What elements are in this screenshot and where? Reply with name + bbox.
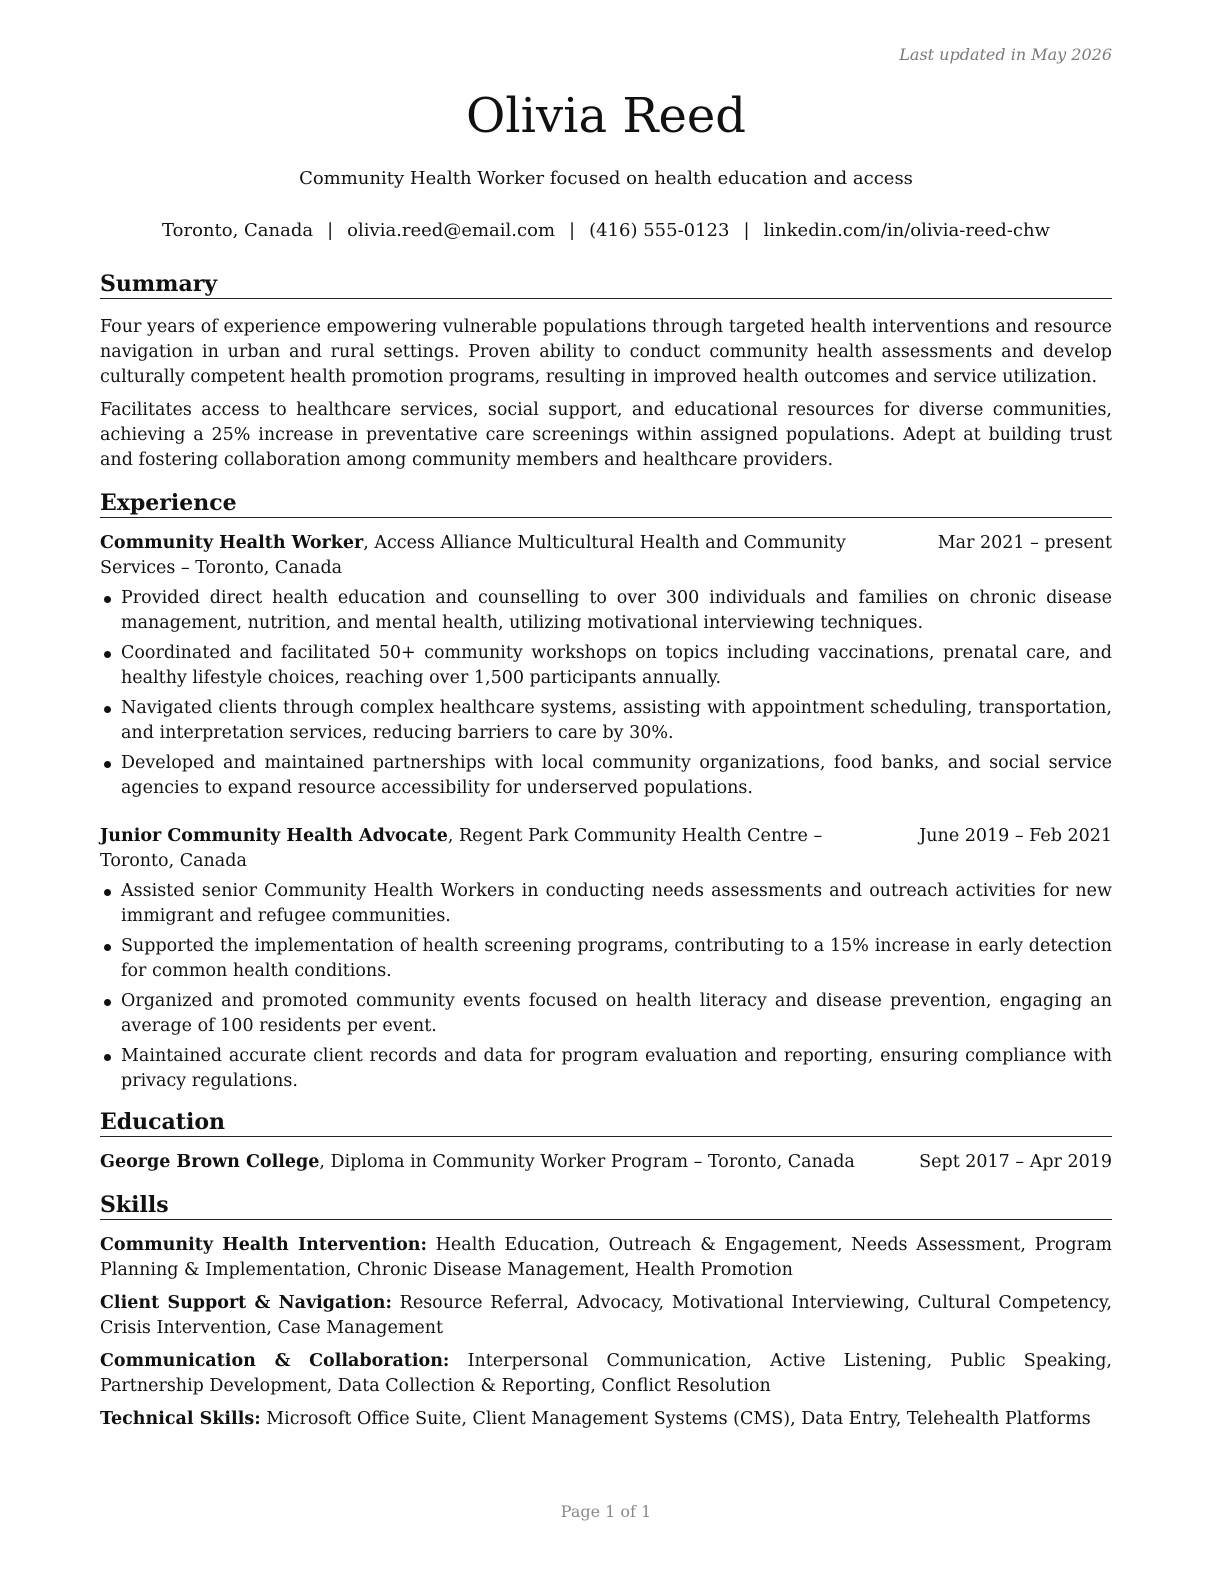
- page-number: Page 1 of 1: [560, 1502, 652, 1521]
- skill-label: Client Support & Navigation:: [100, 1293, 392, 1313]
- skill-group: [100, 1233, 1112, 1283]
- bullet-text: Organized and promoted community events focused on health literacy and disease prevention, engaging an average of 100 residents per event.: [121, 991, 1112, 1036]
- list-item: [100, 934, 1112, 984]
- job-organization: , Regent Park Community Health Centre – Toronto, Canada: [100, 826, 823, 871]
- job-title: Junior Community Health Advocate: [100, 826, 448, 846]
- job-bullets: [100, 586, 1112, 801]
- bullet-text: Assisted senior Community Health Workers in conducting needs assessments and outreach activities for new immigrant and refugee communities.: [121, 881, 1112, 926]
- education-heading: Education: [100, 1108, 1112, 1137]
- education-detail: , Diploma in Community Worker Program – Toronto, Canada: [319, 1152, 855, 1172]
- bullet-text: Developed and maintained partnerships with local community organizations, food banks, and social service agencies to expand resource accessibility for underserved populations.: [121, 753, 1112, 798]
- summary-paragraph: Four years of experience empowering vulnerable populations through targeted health interventions and resource navigation in urban and rural settings. Proven ability to conduct community health assessments and develop culturally competent health promotion programs, resulting in improved health outcomes and service utilization.: [100, 317, 1112, 387]
- list-item: [100, 1044, 1112, 1094]
- contact-separator: |: [327, 220, 334, 241]
- job-header: [100, 824, 1112, 874]
- skill-text: Interpersonal Communication, Active Listening, Public Speaking, Partnership Development, Data Collection & Reporting, Conflict Resolution: [100, 1351, 1112, 1396]
- last-updated: Last updated in May 2026: [899, 45, 1112, 64]
- job-entry: [100, 531, 1112, 801]
- bullet-icon: [104, 889, 111, 896]
- contact-email[interactable]: olivia.reed@email.com: [347, 220, 556, 241]
- skill-text: Resource Referral, Advocacy, Motivational Interviewing, Cultural Competency, Crisis Intervention, Case Management: [100, 1293, 1112, 1338]
- contact-phone[interactable]: (416) 555-0123: [589, 220, 730, 241]
- job-dates: Mar 2021 – present: [937, 533, 1112, 553]
- bullet-icon: [104, 651, 111, 658]
- skills-heading: Skills: [100, 1191, 1112, 1220]
- contact-line: [100, 219, 1112, 243]
- job-entry: [100, 824, 1112, 1094]
- contact-separator: |: [743, 220, 750, 241]
- skill-label: Communication & Collaboration:: [100, 1351, 450, 1371]
- contact-linkedin[interactable]: linkedin.com/in/olivia-reed-chw: [763, 220, 1050, 241]
- skill-group: [100, 1349, 1112, 1399]
- bullet-icon: [104, 1054, 111, 1061]
- bullet-text: Coordinated and facilitated 50+ community workshops on topics including vaccinations, prenatal care, and healthy lifestyle choices, reaching over 1,500 participants annually.: [121, 643, 1112, 688]
- bullet-icon: [104, 944, 111, 951]
- resume-content: [100, 270, 1112, 1432]
- job-dates: June 2019 – Feb 2021: [919, 826, 1112, 846]
- list-item: [100, 641, 1112, 691]
- list-item: [100, 696, 1112, 746]
- contact-separator: |: [569, 220, 576, 241]
- bullet-icon: [104, 761, 111, 768]
- bullet-icon: [104, 706, 111, 713]
- education-entry: [100, 1150, 1112, 1175]
- summary-heading: Summary: [100, 270, 1112, 299]
- school-name: George Brown College: [100, 1152, 320, 1172]
- skill-group: [100, 1291, 1112, 1341]
- job-title-line: [100, 824, 919, 874]
- education-line: [100, 1150, 919, 1175]
- bullet-icon: [104, 596, 111, 603]
- tagline: Community Health Worker focused on health education and access: [299, 168, 913, 189]
- job-header: [100, 531, 1112, 581]
- education-dates: Sept 2017 – Apr 2019: [919, 1152, 1112, 1172]
- skill-group: [100, 1407, 1112, 1432]
- job-bullets: [100, 879, 1112, 1094]
- bullet-text: Maintained accurate client records and data for program evaluation and reporting, ensuring compliance with privacy regulations.: [121, 1046, 1112, 1091]
- experience-heading: Experience: [100, 489, 1112, 518]
- list-item: [100, 879, 1112, 929]
- bullet-text: Navigated clients through complex healthcare systems, assisting with appointment scheduling, transportation, and interpretation services, reducing barriers to care by 30%.: [121, 698, 1112, 743]
- skill-label: Technical Skills:: [100, 1409, 261, 1429]
- skill-text: Microsoft Office Suite, Client Management Systems (CMS), Data Entry, Telehealth Platforms: [260, 1409, 1091, 1429]
- job-title: Community Health Worker: [100, 533, 364, 553]
- bullet-icon: [104, 999, 111, 1006]
- bullet-text: Supported the implementation of health screening programs, contributing to a 15% increase in early detection for common health conditions.: [121, 936, 1112, 981]
- list-item: [100, 751, 1112, 801]
- job-organization: , Access Alliance Multicultural Health and Community Services – Toronto, Canada: [100, 533, 846, 578]
- list-item: [100, 586, 1112, 636]
- skill-label: Community Health Intervention:: [100, 1235, 427, 1255]
- summary-paragraph: Facilitates access to healthcare services, social support, and educational resources for diverse communities, achieving a 25% increase in preventative care screenings within assigned populations. Adept at building trust and fostering collaboration among community members and healthcare providers.: [100, 400, 1112, 470]
- skill-text: Health Education, Outreach & Engagement, Needs Assessment, Program Planning & Implementation, Chronic Disease Management, Health Promotion: [100, 1235, 1112, 1280]
- list-item: [100, 989, 1112, 1039]
- job-title-line: [100, 531, 938, 581]
- bullet-text: Provided direct health education and counselling to over 300 individuals and families on chronic disease management, nutrition, and mental health, utilizing motivational interviewing techniques.: [121, 588, 1112, 633]
- contact-location: Toronto, Canada: [162, 220, 314, 241]
- candidate-name: Olivia Reed: [465, 88, 747, 144]
